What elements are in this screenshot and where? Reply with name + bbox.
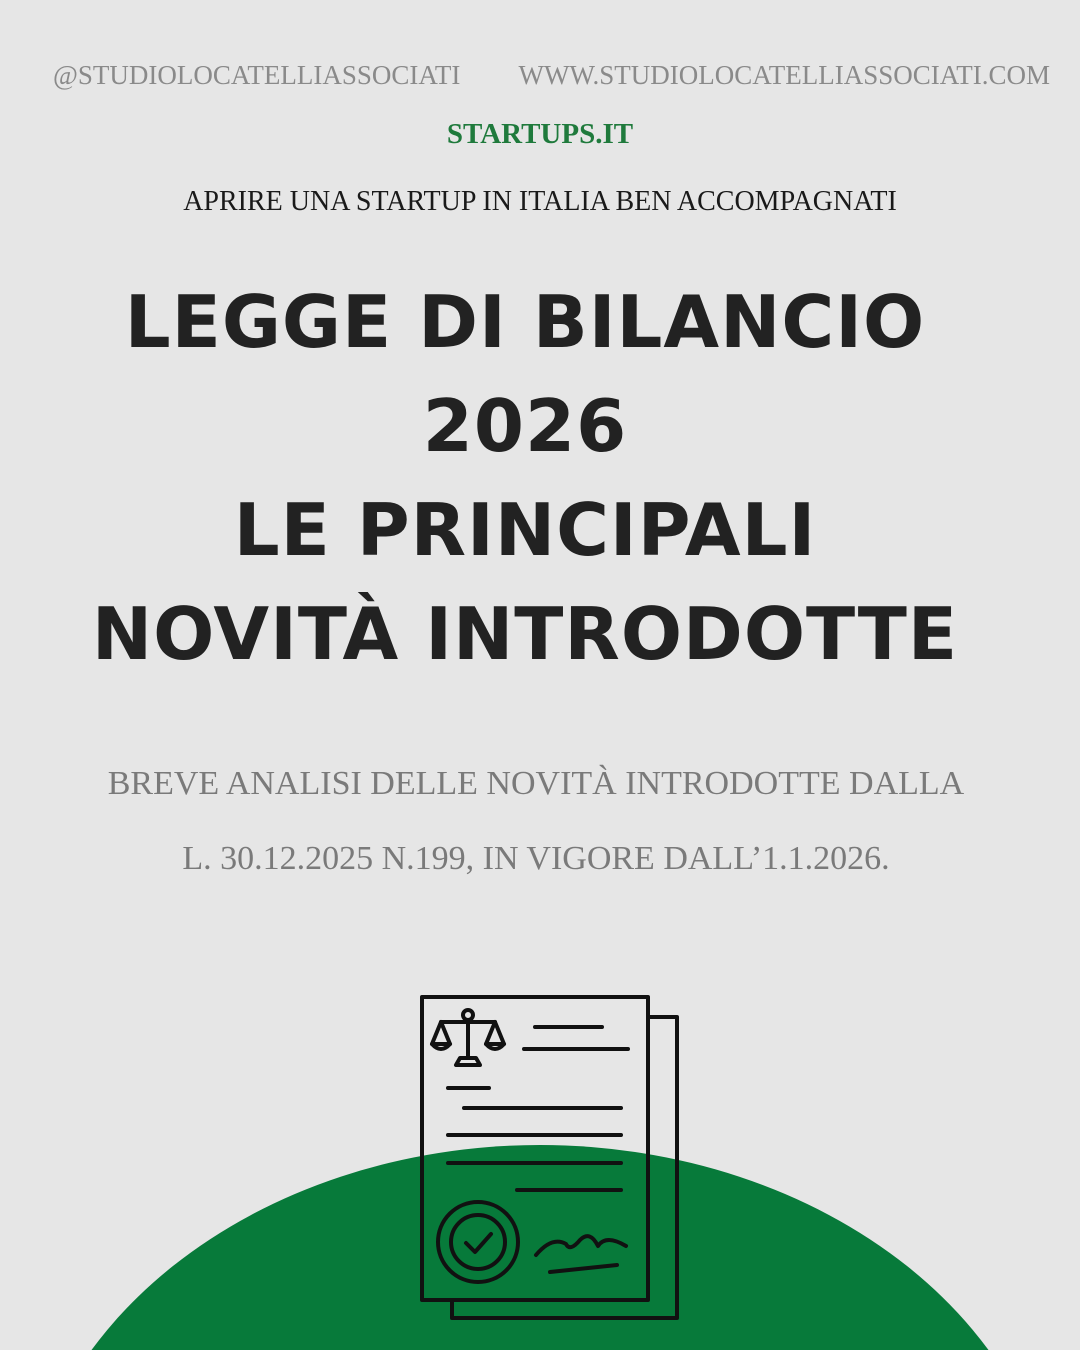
title-line-2: 2026 — [422, 384, 628, 468]
brand-name: STARTUPS.IT — [446, 118, 634, 150]
tagline: APRIRE UNA STARTUP IN ITALIA BEN ACCOMPAGNATI — [183, 186, 897, 217]
title-line-3: LE PRINCIPALI — [233, 488, 817, 572]
website-link[interactable]: WWW.STUDIOLOCATELLIASSOCIATI.COM — [518, 60, 1050, 90]
social-handle[interactable]: @STUDIOLOCATELLIASSOCIATI — [53, 60, 461, 90]
scales-icon — [432, 1010, 504, 1065]
description-line-1: BREVE ANALISI DELLE NOVITÀ INTRODOTTE DALLA — [107, 765, 965, 802]
approval-seal-icon — [438, 1202, 518, 1282]
title-line-4: NOVITÀ INTRODOTTE — [91, 592, 959, 676]
title-line-1: LEGGE DI BILANCIO — [124, 280, 926, 364]
description-line-2: L. 30.12.2025 N.199, IN VIGORE DALL’1.1.2026. — [182, 840, 890, 877]
signature-icon — [536, 1236, 626, 1272]
